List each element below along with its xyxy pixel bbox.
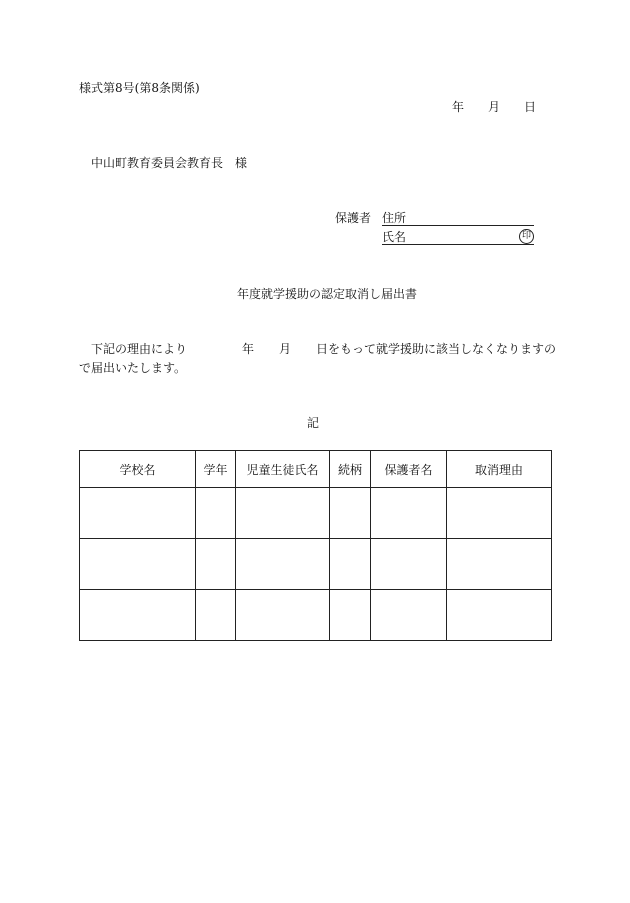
table-cell[interactable]	[330, 590, 371, 641]
ki-heading: 記	[307, 416, 320, 430]
header-relationship: 続柄	[330, 451, 371, 488]
seal-mark: 印	[519, 229, 534, 244]
date-month: 月	[488, 100, 501, 114]
table-cell[interactable]	[196, 539, 236, 590]
header-student-name: 児童生徒氏名	[236, 451, 330, 488]
table-cell[interactable]	[80, 488, 196, 539]
table-row	[80, 488, 552, 539]
table-cell[interactable]	[236, 488, 330, 539]
date-line	[452, 100, 536, 114]
header-cancel-reason: 取消理由	[447, 451, 552, 488]
body-rest-text: 日をもって就学援助に該当しなくなりますの	[316, 342, 557, 356]
body-month: 月	[279, 342, 292, 356]
address-label: 住所	[382, 211, 407, 225]
table-cell[interactable]	[371, 590, 447, 641]
header-guardian-name: 保護者名	[371, 451, 447, 488]
table-cell[interactable]	[80, 590, 196, 641]
header-grade: 学年	[196, 451, 236, 488]
document-title: 年度就学援助の認定取消し届出書	[237, 287, 418, 301]
date-day: 日	[524, 100, 537, 114]
addressee: 中山町教育委員会教育長 様	[91, 156, 248, 170]
form-number: 様式第8号(第8条関係)	[79, 81, 200, 95]
body-line-1	[91, 342, 556, 356]
body-year: 年	[242, 342, 255, 356]
table-cell[interactable]	[196, 590, 236, 641]
table-cell[interactable]	[80, 539, 196, 590]
table-cell[interactable]	[371, 488, 447, 539]
table-row	[80, 539, 552, 590]
table-cell[interactable]	[330, 539, 371, 590]
body-reason-text: 下記の理由により	[91, 342, 188, 356]
table-cell[interactable]	[371, 539, 447, 590]
guardian-label: 保護者	[335, 211, 372, 225]
table-cell[interactable]	[236, 590, 330, 641]
table-row	[80, 590, 552, 641]
address-underline	[382, 225, 534, 226]
cancellation-table	[79, 450, 552, 641]
header-school-name: 学校名	[80, 451, 196, 488]
table-cell[interactable]	[447, 539, 552, 590]
table-cell[interactable]	[196, 488, 236, 539]
table-cell[interactable]	[447, 488, 552, 539]
date-year: 年	[452, 100, 465, 114]
name-underline	[382, 244, 534, 245]
table-cell[interactable]	[236, 539, 330, 590]
table-header-row	[80, 451, 552, 488]
name-label: 氏名	[382, 230, 407, 244]
body-line-2: で届出いたします。	[79, 361, 187, 375]
table-cell[interactable]	[330, 488, 371, 539]
table-cell[interactable]	[447, 590, 552, 641]
